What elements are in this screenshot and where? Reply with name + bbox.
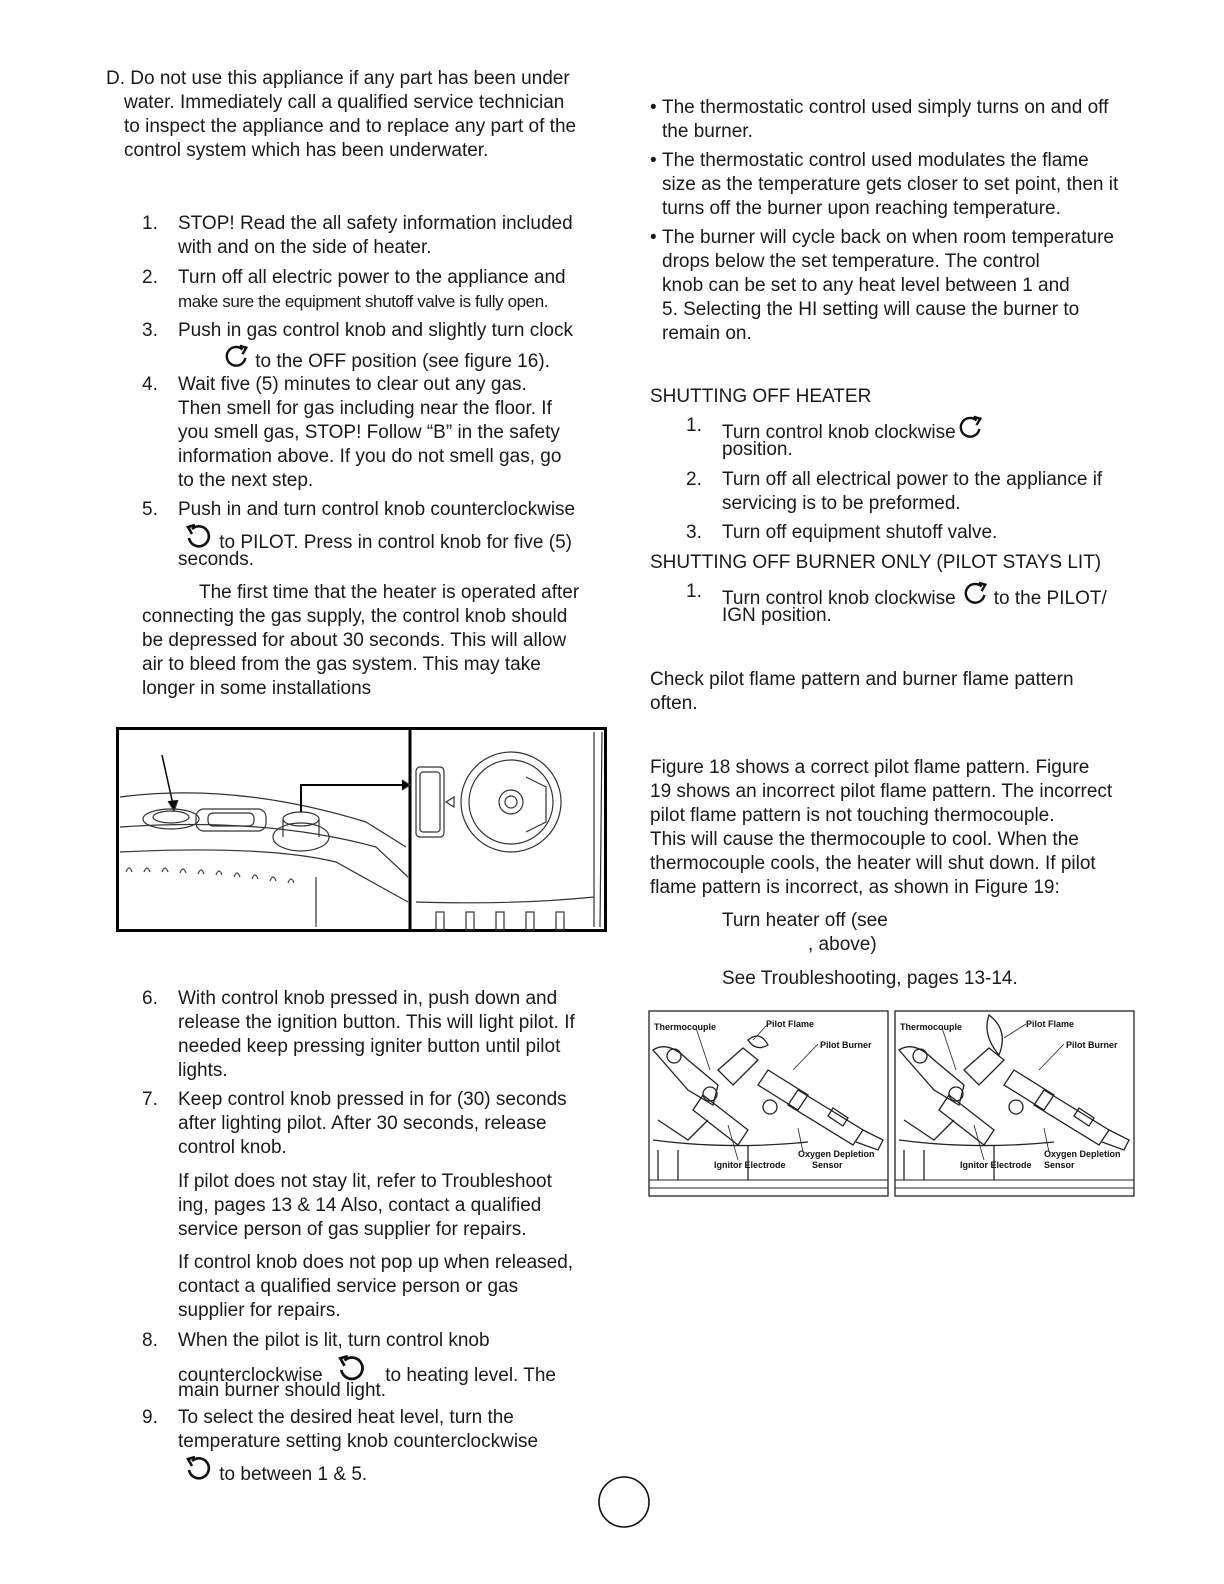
label-oxygen: Oxygen Depletion xyxy=(1044,1149,1121,1159)
step-line: make sure the equipment shutoff valve is fully open. xyxy=(178,292,549,311)
label-pilot-flame: Pilot Flame xyxy=(1026,1019,1075,1029)
bullet-line: size as the temperature gets closer to set point, then it xyxy=(662,174,1119,195)
figure-line: flame pattern is incorrect, as shown in Figure 19: xyxy=(650,877,1060,898)
step-line: release the ignition button. This will light pilot. If xyxy=(178,1012,575,1033)
step-line: Turn control knob clockwise xyxy=(722,422,956,443)
para-d-line: control system which has been underwater. xyxy=(124,140,489,161)
check-line: Check pilot flame pattern and burner flame pattern xyxy=(650,669,1074,690)
step-line: To select the desired heat level, turn the xyxy=(178,1407,514,1428)
page-number-circle xyxy=(597,1475,651,1529)
bullet-line: turns off the burner upon reaching temperature. xyxy=(662,198,1061,219)
step-line: temperature setting knob counterclockwise xyxy=(178,1431,539,1452)
clockwise-arrow-icon xyxy=(960,580,990,608)
step-line: Push in and turn control knob counterclockwise xyxy=(178,499,576,520)
step-line: supplier for repairs. xyxy=(178,1300,341,1321)
step-line: Keep control knob pressed in for (30) seconds xyxy=(178,1089,567,1110)
note-line: The first time that the heater is operated after xyxy=(199,582,580,603)
step-line: counterclockwise xyxy=(178,1365,323,1386)
step-line: after lighting pilot. After 30 seconds, release xyxy=(178,1113,547,1134)
step-line: Turn control knob clockwise xyxy=(722,588,956,609)
step-line: needed keep pressing igniter button until pilot xyxy=(178,1036,561,1057)
figure-line: Figure 18 shows a correct pilot flame pattern. Figure xyxy=(650,757,1090,778)
shutting-off-burner-title: SHUTTING OFF BURNER ONLY (PILOT STAYS LIT) xyxy=(650,552,1102,573)
step-line: When the pilot is lit, turn control knob xyxy=(178,1330,490,1351)
step-line: Push in gas control knob and slightly turn clock xyxy=(178,320,573,341)
bullet-line: 5. Selecting the HI setting will cause the burner to xyxy=(662,299,1080,320)
instruction-line: Turn heater off (see xyxy=(722,910,888,931)
step-line: position. xyxy=(722,439,793,460)
step-line: contact a qualified service person or gas xyxy=(178,1276,519,1297)
step-number: 2. xyxy=(142,267,158,288)
bullet-line: The thermostatic control used modulates the flame xyxy=(662,150,1089,171)
step-line: IGN position. xyxy=(722,605,832,626)
step-line: servicing is to be preformed. xyxy=(722,493,961,514)
step-line: Then smell for gas including near the floor. If xyxy=(178,398,552,419)
step-7-note-b xyxy=(178,1251,598,1323)
step-number: 8. xyxy=(142,1330,158,1351)
label-pilot-burner: Pilot Burner xyxy=(1066,1040,1118,1050)
incorrect-pilot-diagram xyxy=(895,1011,1134,1196)
counterclockwise-arrow-icon xyxy=(184,1454,214,1484)
step-number: 3. xyxy=(142,320,158,341)
step-number: 4. xyxy=(142,374,158,395)
step-line: With control knob pressed in, push down and xyxy=(178,988,558,1009)
step-number: 2. xyxy=(686,469,702,490)
step-line: ing, pages 13 & 14 Also, contact a qualified xyxy=(178,1195,542,1216)
step-line: If pilot does not stay lit, refer to Troubleshoot xyxy=(178,1171,552,1192)
step-line: to the OFF position (see figure 16). xyxy=(255,351,550,372)
step-number: 1. xyxy=(142,213,158,234)
step-line: Turn off all electric power to the appliance and xyxy=(178,267,566,288)
correct-pilot-diagram xyxy=(649,1011,888,1196)
instruction-line: , above) xyxy=(808,934,877,955)
step-line: If control knob does not pop up when released, xyxy=(178,1252,574,1273)
figure-line: 19 shows an incorrect pilot flame pattern. The incorrect xyxy=(650,781,1113,802)
label-oxygen: Oxygen Depletion xyxy=(798,1149,875,1159)
bullet-line: the burner. xyxy=(662,121,753,142)
step-line: you smell gas, STOP! Follow “B” in the safety xyxy=(178,422,560,443)
note-line: connecting the gas supply, the control knob should xyxy=(142,606,568,627)
figure-line: This will cause the thermocouple to cool. When the xyxy=(650,829,1079,850)
step-line: with and on the side of heater. xyxy=(178,237,432,258)
figure-explanation xyxy=(650,756,1112,900)
step-number: 5. xyxy=(142,499,158,520)
label-thermocouple: Thermocouple xyxy=(654,1022,717,1032)
step-line: Turn off equipment shutoff valve. xyxy=(722,522,998,543)
bullet-line: The thermostatic control used simply turns on and off xyxy=(662,97,1109,118)
para-d-line: D. Do not use this appliance if any part has been under xyxy=(106,68,570,89)
label-pilot-flame: Pilot Flame xyxy=(766,1019,815,1029)
shutting-off-heater-title: SHUTTING OFF HEATER xyxy=(650,386,872,407)
step-line: lights. xyxy=(178,1060,228,1081)
step-line: Turn off all electrical power to the appliance if xyxy=(722,469,1103,490)
step-number: 6. xyxy=(142,988,158,1009)
step-number: 1. xyxy=(686,415,702,436)
bullet-line: drops below the set temperature. The control xyxy=(662,251,1040,272)
step-number: 1. xyxy=(686,581,702,602)
step-line: information above. If you do not smell gas, go xyxy=(178,446,562,467)
clockwise-arrow-icon xyxy=(956,414,984,442)
step-line: STOP! Read the all safety information included xyxy=(178,213,573,234)
label-thermocouple: Thermocouple xyxy=(900,1022,963,1032)
bullet-line: remain on. xyxy=(662,323,752,344)
clockwise-arrow-icon xyxy=(222,343,250,371)
step-line: to the PILOT/ xyxy=(993,588,1107,609)
label-sensor: Sensor xyxy=(1044,1160,1075,1170)
step-number: 7. xyxy=(142,1089,158,1110)
step-line: to heating level. The xyxy=(385,1365,557,1386)
label-sensor: Sensor xyxy=(812,1160,843,1170)
pilot-flame-diagrams xyxy=(648,1010,1135,1198)
step-line: to between 1 & 5. xyxy=(219,1464,368,1485)
check-pilot-paragraph xyxy=(650,668,1074,716)
step-line: service person of gas supplier for repairs. xyxy=(178,1219,527,1240)
step-line: Wait five (5) minutes to clear out any gas. xyxy=(178,374,527,395)
para-d-line: to inspect the appliance and to replace any part of the xyxy=(124,116,577,137)
figure-line: thermocouple cools, the heater will shut down. If pilot xyxy=(650,853,1096,874)
check-line: often. xyxy=(650,693,698,714)
label-ignitor: Ignitor Electrode xyxy=(714,1160,786,1170)
control-knob-figure xyxy=(116,727,607,932)
bullet-line: The burner will cycle back on when room temperature xyxy=(662,227,1114,248)
bullet-line: knob can be set to any heat level between 1 and xyxy=(662,275,1070,296)
step-line: control knob. xyxy=(178,1137,287,1158)
note-line: air to bleed from the gas system. This may take xyxy=(142,654,541,675)
step-line: to the next step. xyxy=(178,470,314,491)
para-d-line: water. Immediately call a qualified service technician xyxy=(124,92,565,113)
label-ignitor: Ignitor Electrode xyxy=(960,1160,1032,1170)
paragraph-d xyxy=(106,67,576,163)
step-number: 3. xyxy=(686,522,702,543)
first-time-note xyxy=(142,581,579,701)
note-line: longer in some installations xyxy=(142,678,372,699)
see-troubleshooting: See Troubleshooting, pages 13-14. xyxy=(722,968,1018,989)
label-pilot-burner: Pilot Burner xyxy=(820,1040,872,1050)
step-number: 9. xyxy=(142,1407,158,1428)
step-line: seconds. xyxy=(178,549,255,570)
figure-line: pilot flame pattern is not touching thermocouple. xyxy=(650,805,1055,826)
turn-heater-off-instruction xyxy=(722,909,888,957)
note-line: be depressed for about 30 seconds. This will allow xyxy=(142,630,567,651)
step-7-note-a xyxy=(178,1170,598,1242)
step-line: main burner should light. xyxy=(178,1380,387,1401)
step-line: to PILOT. Press in control knob for five (5) xyxy=(219,532,572,553)
